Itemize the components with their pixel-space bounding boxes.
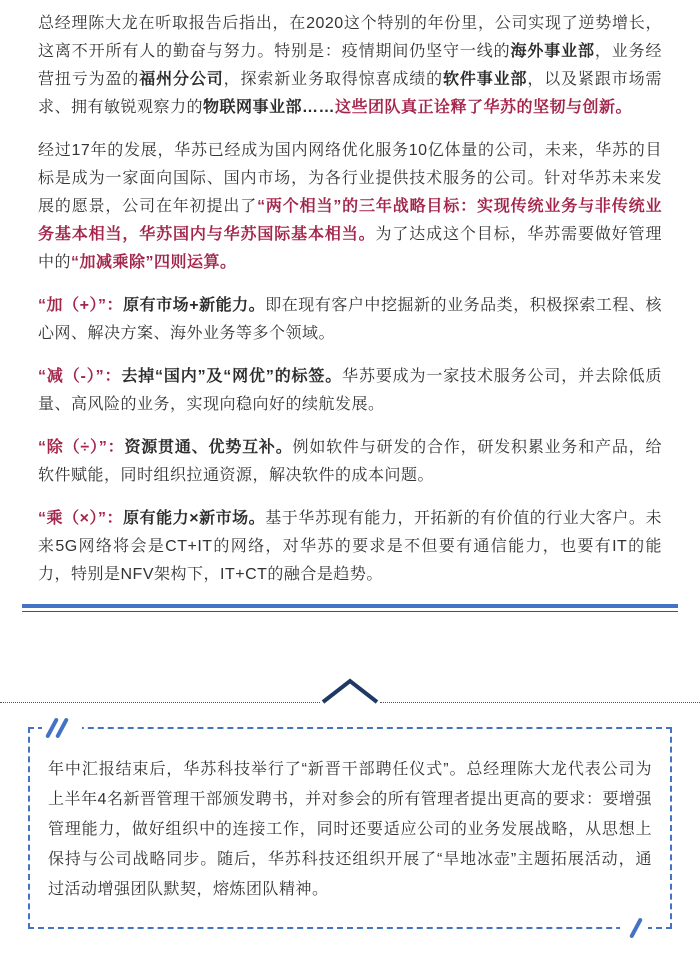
chevron-up-icon [320, 676, 380, 704]
article-paragraph-subtract: “减（-）”：去掉“国内”及“网优”的标签。华苏要成为一家技术服务公司，并去除低质量、高风险的业务，实现向稳向好的续航发展。 [38, 368, 662, 413]
article-paragraph-add: “加（+）”：原有市场+新能力。即在现有客户中挖掘新的业务品类，积极探索工程、核心网、解决方案、海外业务等多个领域。 [38, 297, 662, 342]
whitespace-spacer [0, 612, 700, 674]
section-divider-rule [22, 604, 678, 612]
dotted-line-right [380, 702, 700, 703]
article-paragraph: 总经理陈大龙在听取报告后指出，在2020这个特别的年份里，公司实现了逆势增长，这离不开所有人的勤奋与努力。特别是：疫情期间仍坚守一线的海外事业部，业务经营扭亏为盈的福州分公司，探索新业务取得惊喜成绩的软件事业部，以及紧跟市场需求、拥有敏锐观察力的物联网事业部……这些团队真正诠释了华苏的坚韧与创新。 [38, 15, 662, 116]
article-paragraph-divide: “除（÷）”：资源贯通、优势互补。例如软件与研发的合作，研发积累业务和产品，给软件赋能，同时组织拉通资源，解决软件的成本问题。 [38, 439, 662, 484]
quote-box [28, 727, 672, 929]
quote-paragraph: 年中汇报结束后，华苏科技举行了“新晋干部聘任仪式”。总经理陈大龙代表公司为上半年4名新晋管理干部颁发聘书，并对参会的所有管理者提出更高的要求：要增强管理能力，做好组织中的连接工作，同时还要适应公司的业务发展战略，从思想上保持与公司战略同步。随后，华苏科技还组织开展了“旱地冰壶”主题拓展活动，通过活动增强团队默契，熔炼团队精神。 [48, 761, 652, 898]
article-paragraph: 经过17年的发展，华苏已经成为国内网络优化服务10亿体量的公司，未来，华苏的目标是成为一家面向国际、国内市场，为各行业提供技术服务的公司。针对华苏未来发展的愿景，公司在年初提出了“两个相当”的三年战略目标：实现传统业务与非传统业务基本相当，华苏国内与华苏国际基本相当。为了达成这个目标，华苏需要做好管理中的“加减乘除”四则运算。 [38, 142, 662, 271]
article-paragraph-multiply: “乘（×）”：原有能力×新市场。基于华苏现有能力，开拓新的有价值的行业大客户。未来5G网络将会是CT+IT的网络，对华苏的要求是不但要有通信能力，也要有IT的能力，特别是NFV架构下，IT+CT的融合是趋势。 [38, 510, 662, 583]
dotted-divider [0, 674, 700, 704]
dotted-line-left [0, 702, 320, 703]
